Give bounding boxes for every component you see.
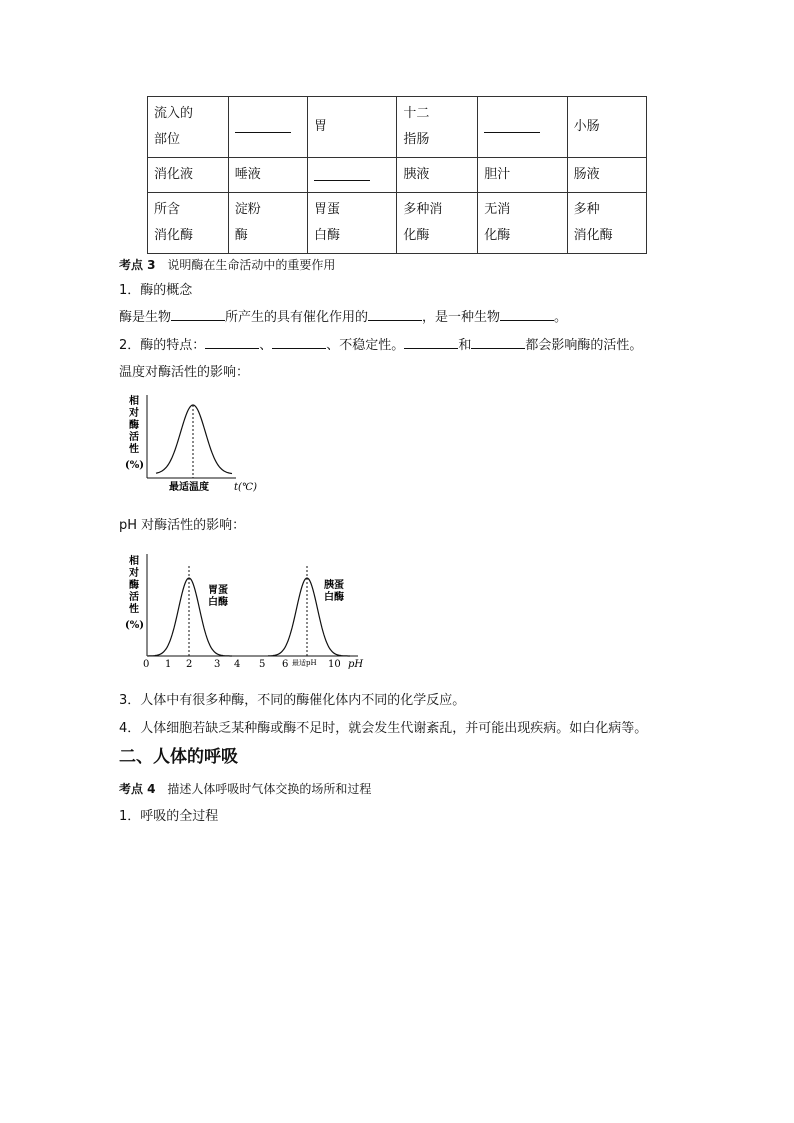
- ph-ylabel-char: 酶: [129, 580, 139, 591]
- ph-ylabel-char: 对: [129, 568, 139, 579]
- temperature-chart: [118, 390, 268, 500]
- temp-ylabel-char: 活: [129, 432, 139, 443]
- table-cell: 唾液: [228, 158, 307, 193]
- temp-ylabel-char: 对: [129, 408, 139, 419]
- blank-line[interactable]: [171, 308, 225, 321]
- digestion-table: [147, 96, 647, 254]
- ph-ylabel-char: 相: [129, 556, 139, 567]
- section4-heading: [119, 780, 371, 797]
- enzyme-features-text: 2．酶的特点： 、 、不稳定性。 和 都会影响酶的活性。: [119, 338, 643, 353]
- temp-ylabel-char: (%): [125, 460, 144, 471]
- ph-ylabel-char: 性: [129, 604, 139, 615]
- table-row: [148, 193, 647, 254]
- ph-tick-label: 2: [186, 659, 193, 670]
- blank-line[interactable]: [272, 336, 326, 349]
- table-cell: 肠液: [567, 158, 646, 193]
- table-cell: 无消 化酶: [478, 193, 567, 254]
- ph-tick-label: 0: [143, 659, 150, 670]
- table-cell: 流入的 部位: [148, 97, 229, 158]
- trypsin-label-line1: 胰蛋: [324, 580, 344, 591]
- ph-tick-label: 3: [214, 659, 221, 670]
- ph-ylabel-char: (%): [125, 620, 144, 631]
- section2-heading: 二、人体的呼吸: [119, 747, 238, 767]
- blank-line[interactable]: [314, 168, 370, 181]
- ph-tick-label: 6: [282, 659, 289, 670]
- temp-ylabel-char: 相: [129, 396, 139, 407]
- table-cell: [228, 97, 307, 158]
- ph-effect-label: pH 对酶活性的影响：: [119, 518, 246, 533]
- pepsin-label-line1: 胃蛋: [208, 585, 228, 596]
- table-row: [148, 158, 647, 193]
- temp-ylabel-char: 性: [129, 444, 139, 455]
- temperature-effect-label: 温度对酶活性的影响：: [119, 365, 250, 380]
- temp-ylabel: [125, 394, 144, 471]
- enzyme-concept-heading: 1．酶的概念: [119, 283, 193, 298]
- temp-xlabel: t(℃): [234, 482, 258, 493]
- table-cell: [307, 158, 396, 193]
- section3-title: 说明酶在生命活动中的重要作用: [167, 258, 336, 272]
- table-cell: 淀粉 酶: [228, 193, 307, 254]
- blank-line[interactable]: [404, 336, 458, 349]
- ph-ylabel: [125, 554, 144, 631]
- table-row: [148, 97, 647, 158]
- table-cell: 所含 消化酶: [148, 193, 229, 254]
- blank-line[interactable]: [235, 120, 291, 133]
- table-cell: 胃蛋 白酶: [307, 193, 396, 254]
- respiration-process-heading: 1．呼吸的全过程: [119, 809, 219, 824]
- temp-optimum-label: 最适温度: [169, 482, 209, 493]
- ph-tick-label: 4: [234, 659, 241, 670]
- enzyme-point-3: 3．人体中有很多种酶，不同的酶催化体内不同的化学反应。: [119, 693, 466, 708]
- table-cell: 多种 消化酶: [567, 193, 646, 254]
- blank-line[interactable]: [471, 336, 525, 349]
- section4-title: 描述人体呼吸时气体交换的场所和过程: [167, 782, 372, 796]
- temp-ylabel-char: 酶: [129, 420, 139, 431]
- ph-tick-label: 最适pH: [292, 659, 317, 667]
- table-cell: 多种消 化酶: [397, 193, 478, 254]
- blank-line[interactable]: [500, 308, 554, 321]
- ph-chart: [118, 548, 368, 670]
- trypsin-label-line2: 白酶: [324, 592, 344, 603]
- blank-line[interactable]: [205, 336, 259, 349]
- ph-xlabel: pH: [348, 659, 364, 670]
- table-cell: [478, 97, 567, 158]
- pepsin-label-line2: 白酶: [208, 597, 228, 608]
- table-cell: 小肠: [567, 97, 646, 158]
- blank-line[interactable]: [368, 308, 422, 321]
- enzyme-concept-text: 酶是生物 所产生的具有催化作用的 ，是一种生物 。: [119, 310, 568, 325]
- ph-tick-label: 10: [328, 659, 341, 670]
- ph-tick-label: 5: [259, 659, 266, 670]
- table-cell: 消化液: [148, 158, 229, 193]
- enzyme-point-4: 4．人体细胞若缺乏某种酶或酶不足时，就会发生代谢紊乱，并可能出现疾病。如白化病等。: [119, 721, 648, 736]
- table-cell: 胃: [307, 97, 396, 158]
- section3-label: 考点 3: [119, 258, 156, 272]
- ph-tick-label: 1: [165, 659, 172, 670]
- temp-curve: [156, 405, 232, 474]
- table-cell: 胆汁: [478, 158, 567, 193]
- blank-line[interactable]: [484, 120, 540, 133]
- table-cell: 十二 指肠: [397, 97, 478, 158]
- section3-heading: [119, 256, 335, 273]
- section4-label: 考点 4: [119, 782, 156, 796]
- ph-ylabel-char: 活: [129, 592, 139, 603]
- table-cell: 胰液: [397, 158, 478, 193]
